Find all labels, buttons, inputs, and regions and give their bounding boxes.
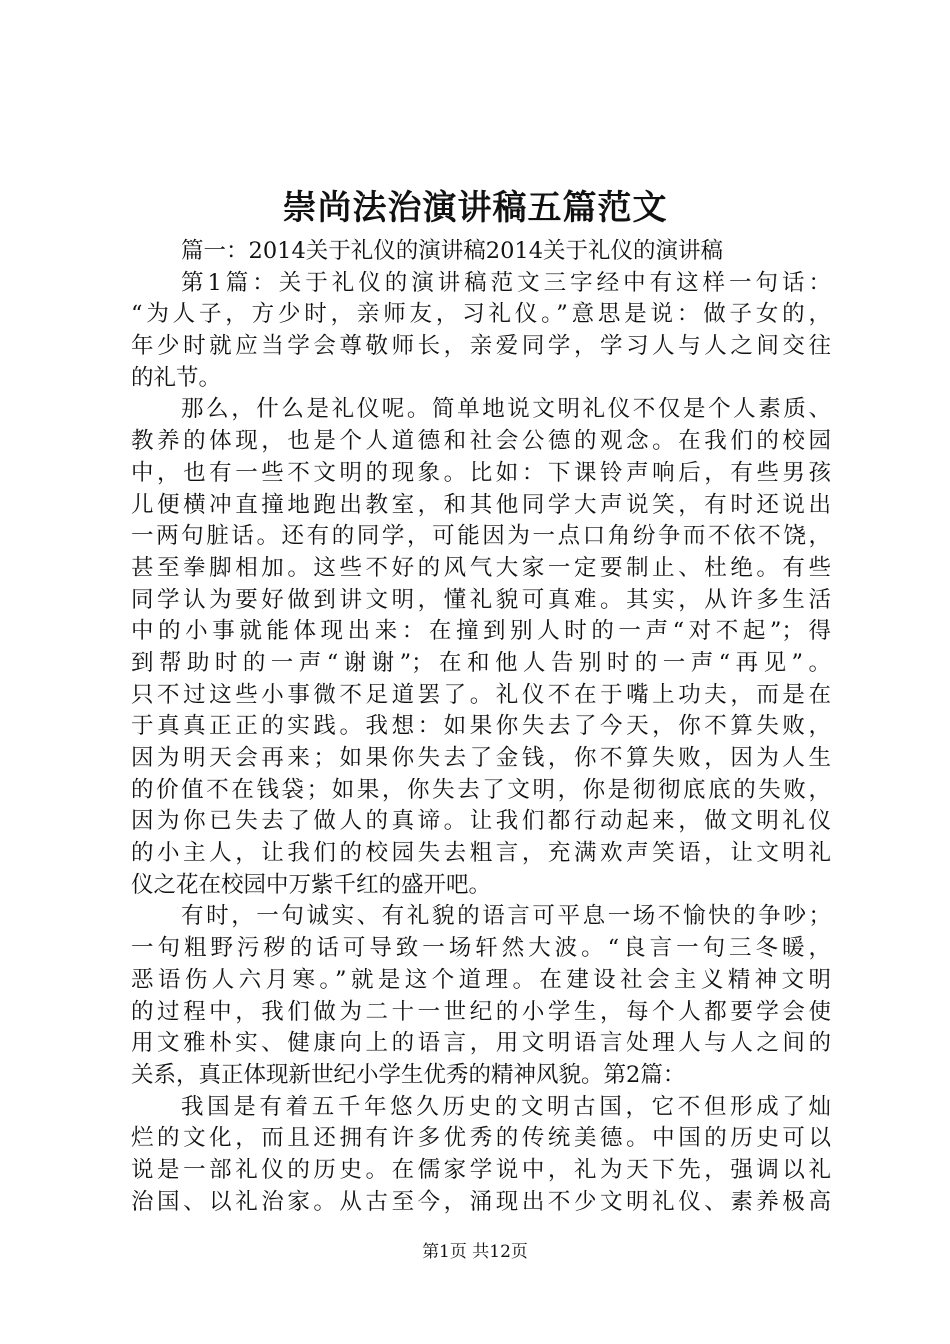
body-line: 因为明天会再来；如果你失去了金钱，你不算失败，因为人生 — [131, 745, 831, 771]
body-line: 因为你已失去了做人的真谛。让我们都行动起来，做文明礼仪 — [131, 808, 831, 835]
body-line: 一两句脏话。还有的同学，可能因为一点口角纷争而不依不饶， — [131, 523, 831, 550]
page-footer: 第1页 共12页 — [422, 1242, 528, 1262]
body-line: 中，也有一些不文明的现象。比如：下课铃声响后，有些男孩 — [131, 459, 831, 486]
body-line: 一句粗野污秽的话可导致一场轩然大波。“良言一句三冬暖， — [131, 935, 831, 962]
body-line: 篇一：2014关于礼仪的演讲稿2014关于礼仪的演讲稿 — [181, 238, 724, 264]
body-line: 的小主人，让我们的校园失去粗言，充满欢声笑语，让文明礼 — [131, 840, 831, 867]
body-line: 于真真正正的实践。我想：如果你失去了今天，你不算失败， — [131, 713, 831, 740]
body-line: 仪之花在校园中万紫千红的盛开吧。 — [131, 871, 492, 898]
body-line: 治国、以礼治家。从古至今，涌现出不少文明礼仪、素养极高 — [131, 1188, 831, 1215]
body-line: 只不过这些小事微不足道罢了。礼仪不在于嘴上功夫，而是在 — [131, 681, 831, 708]
body-line: 儿便横冲直撞地跑出教室，和其他同学大声说笑，有时还说出 — [131, 491, 831, 518]
body-line: 说是一部礼仪的历史。在儒家学说中，礼为天下先，强调以礼 — [131, 1156, 831, 1183]
document-body — [131, 236, 831, 1218]
body-line: 那么，什么是礼仪呢。简单地说文明礼仪不仅是个人素质、 — [181, 396, 831, 423]
body-line: 到帮助时的一声“谢谢”；在和他人告别时的一声“再见”。 — [131, 649, 831, 676]
body-line: 同学认为要好做到讲文明，懂礼貌可真难。其实，从许多生活 — [131, 586, 831, 613]
body-line: 甚至拳脚相加。这些不好的风气大家一定要制止、杜绝。有些 — [131, 554, 831, 581]
body-line: 我国是有着五千年悠久历史的文明古国，它不但形成了灿 — [181, 1093, 831, 1120]
body-line: 烂的文化，而且还拥有许多优秀的传统美德。中国的历史可以 — [131, 1125, 831, 1152]
body-line: 教养的体现，也是个人道德和社会公德的观念。在我们的校园 — [131, 428, 831, 455]
body-line: 年少时就应当学会尊敬师长，亲爱同学，学习人与人之间交往 — [131, 333, 831, 360]
body-line: 用文雅朴实、健康向上的语言，用文明语言处理人与人之间的 — [131, 1030, 831, 1057]
body-line: 的过程中，我们做为二十一世纪的小学生，每个人都要学会使 — [131, 998, 831, 1025]
body-line: 有时，一句诚实、有礼貌的语言可平息一场不愉快的争吵； — [181, 903, 831, 930]
body-line: 的礼节。 — [131, 364, 222, 391]
body-line: 中的小事就能体现出来：在撞到别人时的一声“对不起”；得 — [131, 618, 831, 645]
body-line: 的价值不在钱袋；如果，你失去了文明，你是彻彻底底的失败， — [131, 776, 831, 803]
body-line: 恶语伤人六月寒。”就是这个道理。在建设社会主义精神文明 — [131, 966, 831, 993]
body-line: 第1篇：关于礼仪的演讲稿范文三字经中有这样一句话： — [181, 269, 831, 296]
document-title: 崇尚法治演讲稿五篇范文 — [282, 188, 668, 228]
body-line: 关系，真正体现新世纪小学生优秀的精神风貌。第2篇： — [131, 1061, 686, 1088]
body-line: “为人子，方少时，亲师友，习礼仪。”意思是说：做子女的， — [131, 301, 831, 328]
